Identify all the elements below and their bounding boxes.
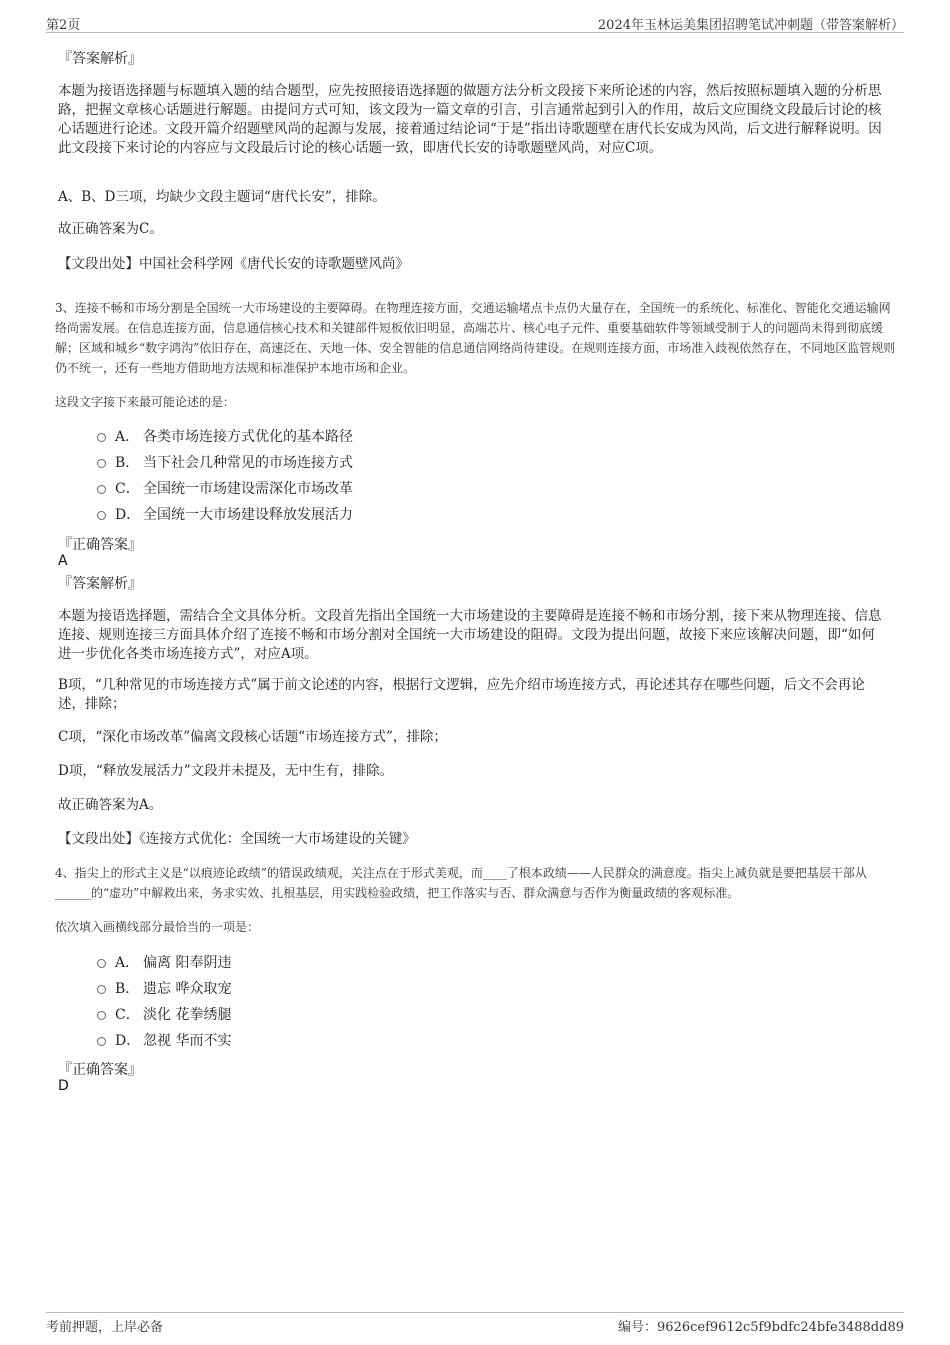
radio-icon[interactable] <box>97 433 106 442</box>
source-citation: 【文段出处】《连接方式优化：全国统一大市场建设的关键》 <box>58 831 416 847</box>
question-3-prompt: 这段文字接下来最可能论述的是： <box>55 395 236 409</box>
question-3-option-c[interactable]: C． 全国统一市场建设需深化市场改革 <box>97 476 353 502</box>
correct-answer-label: 『正确答案』 <box>58 537 142 553</box>
question-4-option-b[interactable]: B． 遗忘 哗众取宠 <box>97 976 231 1002</box>
answer-analysis-label: 『答案解析』 <box>58 51 142 67</box>
analysis-paragraph: 故正确答案为A。 <box>58 797 163 813</box>
correct-answer-label: 『正确答案』 <box>58 1062 142 1078</box>
question-4-prompt: 依次填入画横线部分最恰当的一项是： <box>55 920 260 934</box>
radio-icon[interactable] <box>97 1011 106 1020</box>
analysis-paragraph: 本题为接语选择题与标题填入题的结合题型，应先按照接语选择题的做题方法分析文段接下来所论述的内容，然后按照标题填入题的分析思路，把握文章核心话题进行解题。由提问方式可知，该文段为一篇文章的引言，引言通常起到引入的作用，故后文应围绕文段最后讨论的核心话题进行论述。文段开篇介绍题壁风尚的起源与发展，接着通过结论词“于是”指出诗歌题壁在唐代长安成为风尚，后文进行解释说明。因此文段接下来讨论的内容应与文段最后讨论的核心话题一致，即唐代长安的诗歌题壁风尚，对应C项。 <box>58 83 882 156</box>
question-3-option-a[interactable]: A． 各类市场连接方式优化的基本路径 <box>97 424 353 450</box>
radio-icon[interactable] <box>97 511 106 520</box>
page-header <box>46 14 904 33</box>
radio-icon[interactable] <box>97 485 106 494</box>
analysis-paragraph: A、B、D三项，均缺少文段主题词“唐代长安”，排除。 <box>58 189 386 205</box>
question-4-options <box>97 950 231 1054</box>
question-3-stem: 3、连接不畅和市场分割是全国统一大市场建设的主要障碍。在物理连接方面，交通运输堵点卡点仍大量存在，全国统一的系统化、标准化、智能化交通运输网络尚需发展。在信息连接方面，信息通信核心技术和关键部件短板依旧明显，高端芯片、核心电子元件、重要基础软件等领域受制于人的问题尚未得到彻底缓解；区域和城乡“数字鸿沟”依旧存在，高速泛在、天地一体、安全智能的信息通信网络尚待建设。在规则连接方面，市场准入歧视依然存在，不同地区监管规则仍不统一，还有一些地方借助地方法规和标准保护本地市场和企业。 <box>55 301 896 375</box>
analysis-paragraph: C项，“深化市场改革”偏离文段核心话题“市场连接方式”，排除； <box>58 729 447 745</box>
correct-answer-value: D <box>58 1078 69 1094</box>
question-4-option-c[interactable]: C． 淡化 花拳绣腿 <box>97 1002 231 1028</box>
page-footer <box>46 1312 904 1333</box>
analysis-paragraph: B项，“几种常见的市场连接方式”属于前文论述的内容，根据行文逻辑，应先介绍市场连接方式，再论述其存在哪些问题，后文不会再论述，排除； <box>58 677 865 712</box>
question-4-option-d[interactable]: D． 忽视 华而不实 <box>97 1028 231 1054</box>
document-title: 2024年玉林运美集团招聘笔试冲刺题（带答案解析） <box>597 18 904 33</box>
question-4-option-a[interactable]: A． 偏离 阳奉阴违 <box>97 950 231 976</box>
question-3-option-d[interactable]: D． 全国统一大市场建设释放发展活力 <box>97 502 353 528</box>
page-number: 第2页 <box>46 18 81 33</box>
analysis-paragraph: D项，“释放发展活力”文段并未提及，无中生有，排除。 <box>58 763 394 779</box>
footer-slogan: 考前押题，上岸必备 <box>46 1320 164 1335</box>
question-4-stem: 4、指尖上的形式主义是“以痕迹论政绩”的错误政绩观，关注点在于形式美观，而____了根本政绩——人民群众的满意度。指尖上减负就是要把基层干部从______的“虚功”中解救出来，务求实效、扎根基层，用实践检验政绩，把工作落实与否、群众满意与否作为衡量政绩的客观标准。 <box>55 866 867 900</box>
radio-icon[interactable] <box>97 459 106 468</box>
question-3-options <box>97 424 353 528</box>
document-code: 编号：9626cef9612c5f9bdfc24bfe3488dd89 <box>618 1320 904 1335</box>
radio-icon[interactable] <box>97 1037 106 1046</box>
question-3-option-b[interactable]: B． 当下社会几种常见的市场连接方式 <box>97 450 353 476</box>
analysis-paragraph: 故正确答案为C。 <box>58 221 163 237</box>
analysis-paragraph: 本题为接语选择题，需结合全文具体分析。文段首先指出全国统一大市场建设的主要障碍是连接不畅和市场分割，接下来从物理连接、信息连接、规则连接三方面具体介绍了连接不畅和市场分割对全国统一大市场建设的阻碍。文段为提出问题，故接下来应该解决问题，即“如何进一步优化各类市场连接方式”，对应A项。 <box>58 608 882 662</box>
correct-answer-value: A <box>58 553 68 569</box>
answer-analysis-label: 『答案解析』 <box>58 576 142 592</box>
radio-icon[interactable] <box>97 985 106 994</box>
source-citation: 【文段出处】中国社会科学网《唐代长安的诗歌题壁风尚》 <box>58 256 409 272</box>
radio-icon[interactable] <box>97 959 106 968</box>
